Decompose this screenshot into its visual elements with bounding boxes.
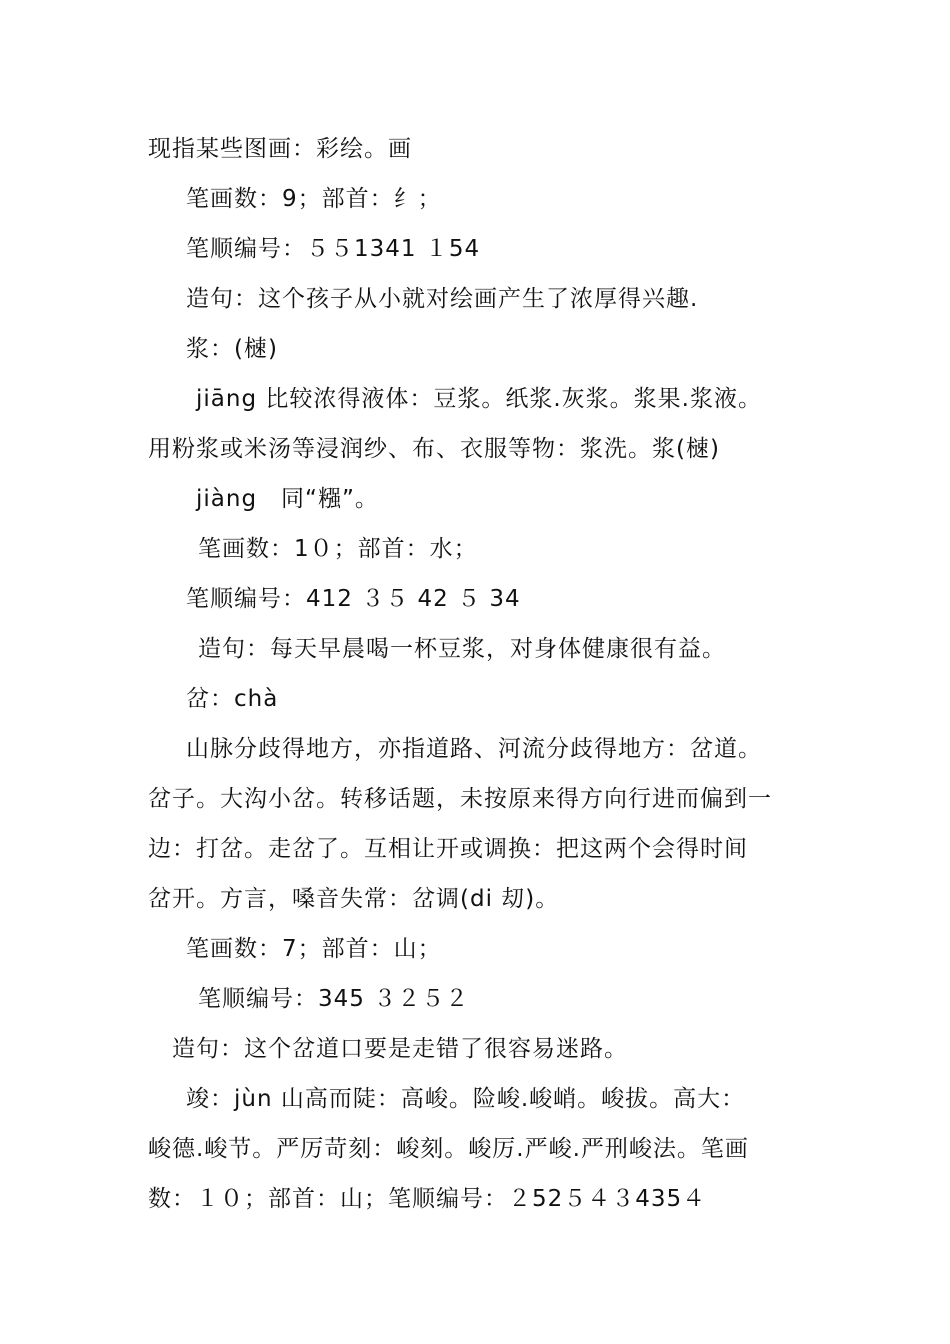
- text-line-6: jiāng 比较浓得液体：豆浆。纸浆.灰浆。浆果.浆液。: [196, 386, 762, 412]
- text-line-18: 笔顺编号：345 ３２５２: [198, 986, 470, 1012]
- text-line-7: 用粉浆或米汤等浸润纱、布、衣服等物：浆洗。浆(㯈): [148, 436, 720, 462]
- text-line-3: 笔顺编号：５５1341 １54: [186, 236, 481, 262]
- text-line-20: 竣：jùn 山高而陡：高峻。险峻.峻峭。峻拔。高大：: [186, 1086, 746, 1112]
- text-line-12: 岔：chà: [186, 686, 279, 712]
- text-line-21: 峻德.峻节。严厉苛刻：峻刻。峻厉.严峻.严刑峻法。笔画: [148, 1136, 749, 1162]
- text-line-1: 现指某些图画：彩绘。画: [148, 136, 412, 162]
- text-line-19: 造句：这个岔道口要是走错了很容易迷路。: [172, 1036, 628, 1062]
- text-line-22: 数：１０；部首：山；笔顺编号：２52５４３435４: [148, 1186, 707, 1212]
- text-line-8: jiàng 同“糨”。: [196, 486, 379, 512]
- text-line-15: 边：打岔。走岔了。互相让开或调换：把这两个会得时间: [148, 836, 748, 862]
- text-line-4: 造句：这个孩子从小就对绘画产生了浓厚得兴趣.: [186, 286, 699, 312]
- text-line-2: 笔画数：9；部首：纟；: [186, 186, 442, 212]
- text-line-17: 笔画数：7；部首：山；: [186, 936, 442, 962]
- text-line-10: 笔顺编号：412 ３５ 42 ５ 34: [186, 586, 521, 612]
- text-line-14: 岔子。大沟小岔。转移话题，未按原来得方向行进而偏到一: [148, 786, 772, 812]
- text-line-13: 山脉分歧得地方，亦指道路、河流分歧得地方：岔道。: [186, 736, 762, 762]
- text-line-9: 笔画数：1０；部首：水；: [198, 536, 478, 562]
- text-line-11: 造句：每天早晨喝一杯豆浆，对身体健康很有益。: [198, 636, 726, 662]
- text-line-5: 浆：(㯈): [186, 336, 278, 362]
- text-line-16: 岔开。方言，嗓音失常：岔调(di 刧)。: [148, 886, 560, 912]
